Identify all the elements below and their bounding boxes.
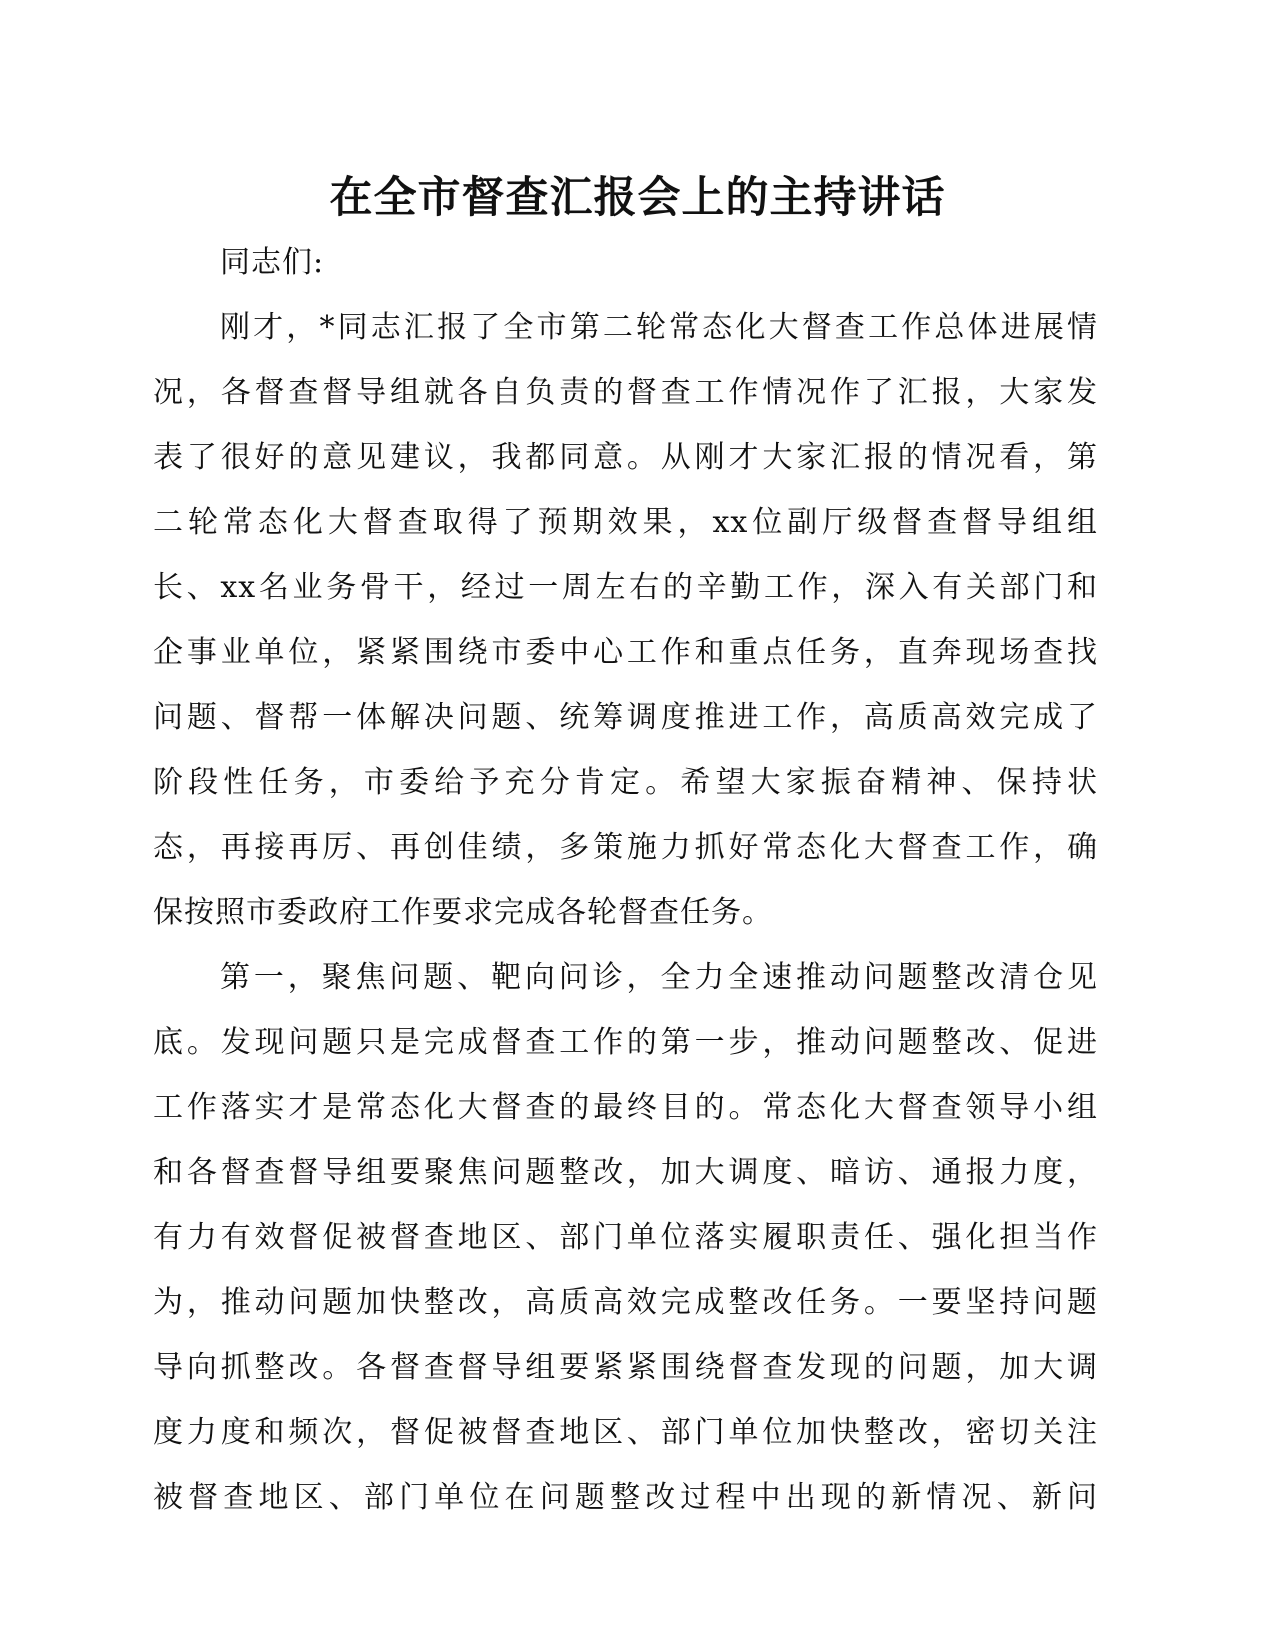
text-line: 为，推动问题加快整改，高质高效完成整改任务。一要坚持问题 xyxy=(153,1285,1098,1320)
text-line: 被督查地区、部门单位在问题整改过程中出现的新情况、新问 xyxy=(153,1480,1098,1515)
text-line: 刚才，*同志汇报了全市第二轮常态化大督查工作总体进展情 xyxy=(220,310,1098,345)
text-line: 和各督查督导组要聚焦问题整改，加大调度、暗访、通报力度， xyxy=(153,1155,1098,1190)
text-line: 长、xx名业务骨干，经过一周左右的辛勤工作，深入有关部门和 xyxy=(153,570,1098,605)
text-line: 有力有效督促被督查地区、部门单位落实履职责任、强化担当作 xyxy=(153,1220,1098,1255)
text-line: 企事业单位，紧紧围绕市委中心工作和重点任务，直奔现场查找 xyxy=(153,635,1098,670)
text-line: 导向抓整改。各督查督导组要紧紧围绕督查发现的问题，加大调 xyxy=(153,1350,1098,1385)
text-line: 况，各督查督导组就各自负责的督查工作情况作了汇报，大家发 xyxy=(153,375,1098,410)
text-line: 度力度和频次，督促被督查地区、部门单位加快整改，密切关注 xyxy=(153,1415,1098,1450)
text-line: 态，再接再厉、再创佳绩，多策施力抓好常态化大督查工作，确 xyxy=(153,830,1098,865)
text-line: 同志们: xyxy=(220,245,325,280)
text-line: 保按照市委政府工作要求完成各轮督查任务。 xyxy=(153,895,773,930)
text-line: 二轮常态化大督查取得了预期效果，xx位副厅级督查督导组组 xyxy=(153,505,1098,540)
text-line: 问题、督帮一体解决问题、统筹调度推进工作，高质高效完成了 xyxy=(153,700,1098,735)
text-line: 底。发现问题只是完成督查工作的第一步，推动问题整改、促进 xyxy=(153,1025,1098,1060)
text-line: 第一，聚焦问题、靶向问诊，全力全速推动问题整改清仓见 xyxy=(220,960,1098,995)
document-title: 在全市督查汇报会上的主持讲话 xyxy=(329,173,946,223)
document-body xyxy=(153,230,1098,1530)
text-line: 阶段性任务，市委给予充分肯定。希望大家振奋精神、保持状 xyxy=(153,765,1098,800)
text-line: 表了很好的意见建议，我都同意。从刚才大家汇报的情况看，第 xyxy=(153,440,1098,475)
text-line: 工作落实才是常态化大督查的最终目的。常态化大督查领导小组 xyxy=(153,1090,1098,1125)
